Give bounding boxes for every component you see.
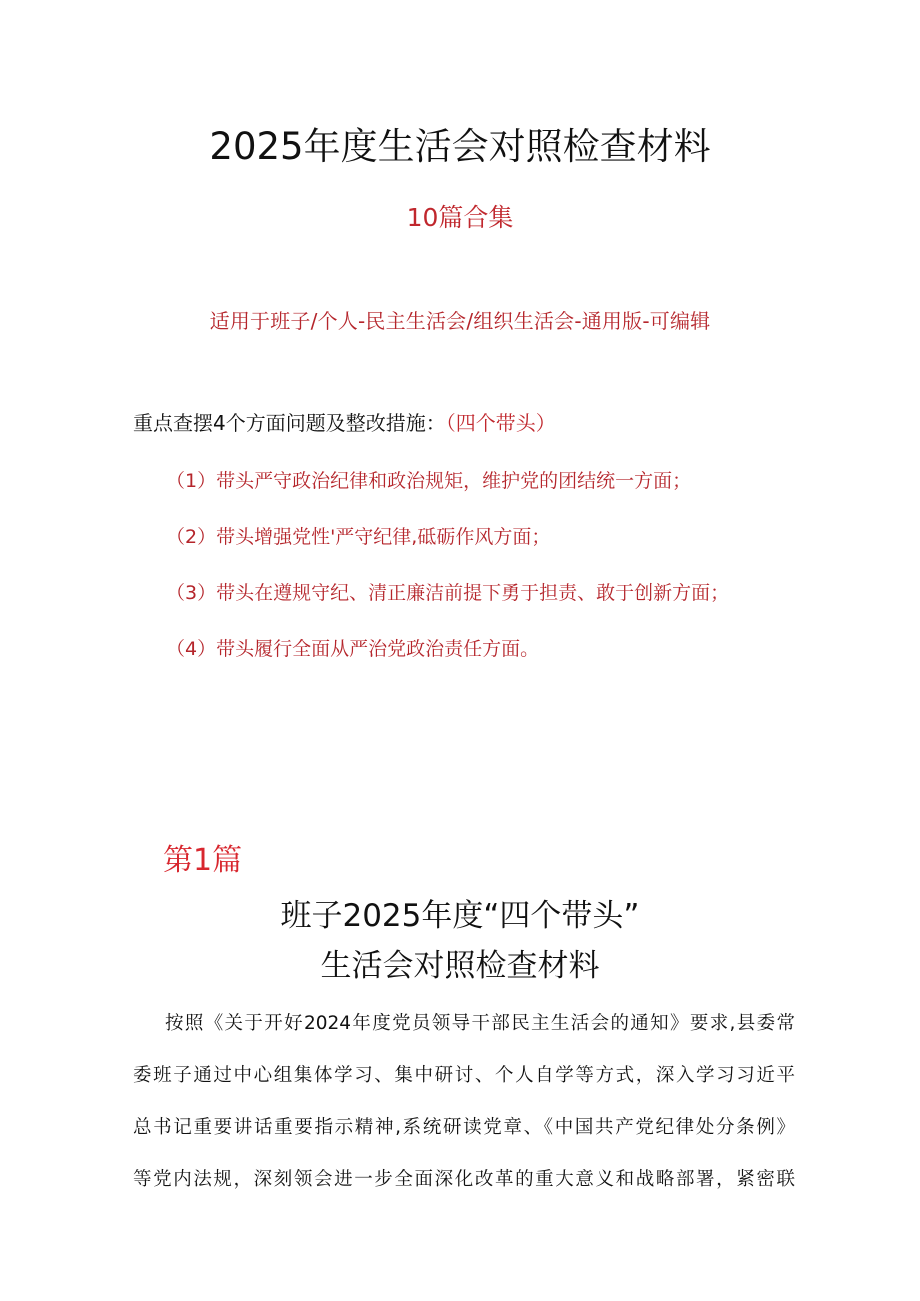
focus-heading-highlight: （四个带头） [445, 411, 556, 435]
body-line: 等党内法规，深刻领会进一步全面深化改革的重大意义和战略部署，紧密联 [133, 1169, 795, 1190]
part-title-line2: 生活会对照检查材料 [320, 948, 600, 984]
body-paragraph [133, 998, 795, 1206]
body-line: 总书记重要讲话重要指示精神,系统研读党章、《中国共产党纪律处分条例》 [133, 1117, 795, 1138]
focus-item: （3）带头在遵规守纪、清正廉洁前提下勇于担责、敢于创新方面； [166, 582, 730, 604]
focus-item: （4）带头履行全面从严治党政治责任方面。 [166, 638, 540, 660]
body-line: 委班子通过中心组集体学习、集中研讨、个人自学等方式，深入学习习近平 [133, 1065, 795, 1086]
part-title-line1: 班子2025年度“四个带头” [280, 898, 640, 934]
document-title: 2025年度生活会对照检查材料 [209, 125, 711, 168]
focus-heading-text: 重点查摆4个方面问题及整改措施： [133, 411, 446, 435]
focus-item: （1）带头严守政治纪律和政治规矩，维护党的团结统一方面； [166, 470, 692, 492]
usage-note: 适用于班子/个人-民主生活会/组织生活会-通用版-可编辑 [209, 309, 711, 333]
document-subtitle: 10篇合集 [406, 203, 514, 232]
focus-heading [133, 407, 556, 436]
part-number: 第1篇 [163, 843, 243, 878]
focus-item: （2）带头增强党性'严守纪律,砥砺作风方面； [166, 526, 551, 548]
body-line: 按照《关于开好2024年度党员领导干部民主生活会的通知》要求,县委常 [165, 1013, 795, 1034]
